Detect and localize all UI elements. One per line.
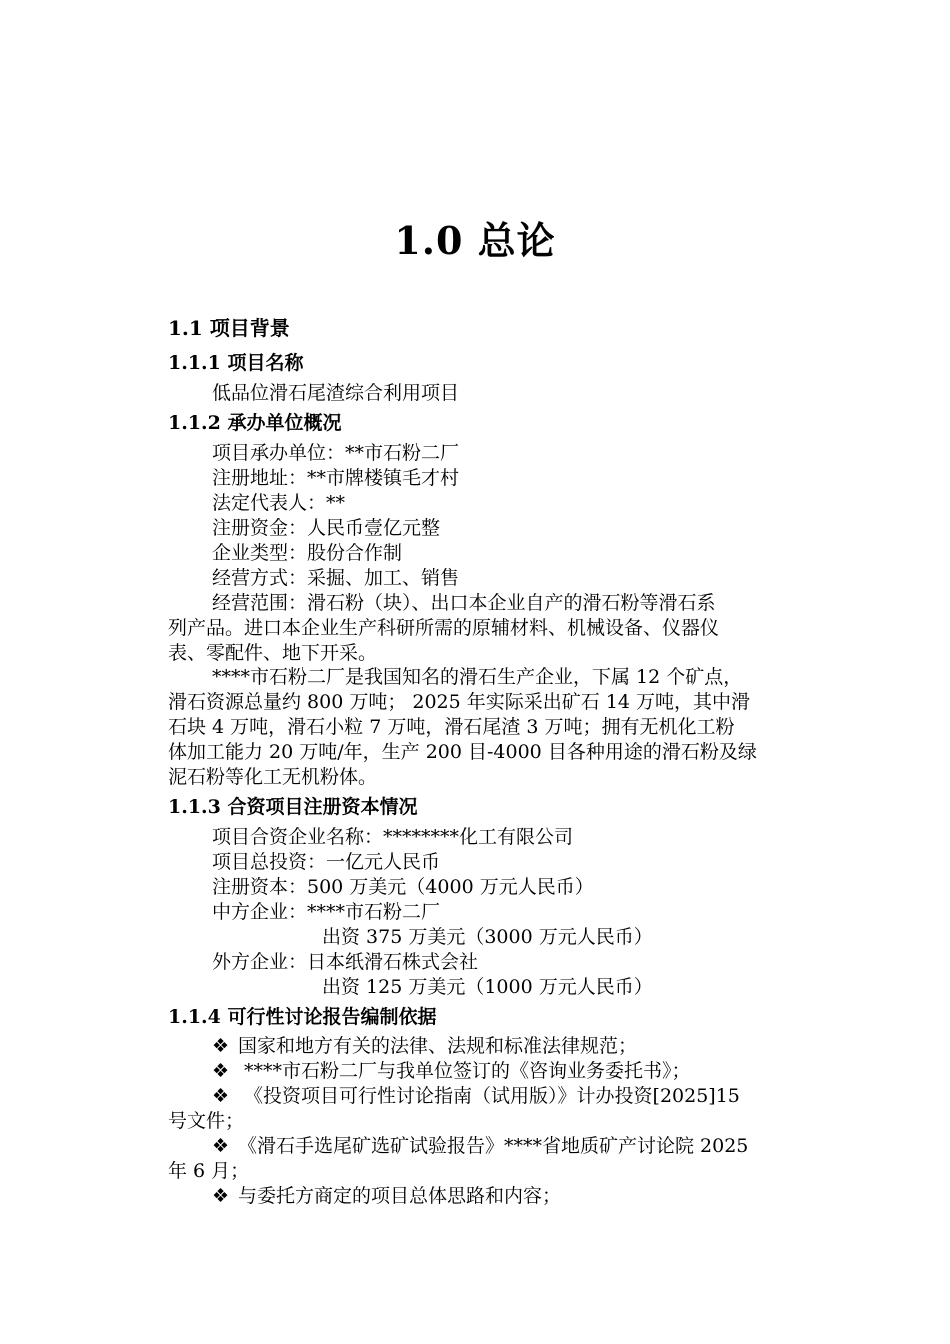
diamond-bullet-icon: ❖ xyxy=(212,1035,230,1057)
basis-text: 《投资项目可行性讨论指南（试用版）》计办投资[2025]15 xyxy=(238,1085,740,1107)
chapter-title: 1.0 总论 xyxy=(394,218,556,263)
paragraph-line: 滑石资源总量约 800 万吨； 2025 年实际采出矿石 14 万吨，其中滑 xyxy=(168,691,751,713)
capital-line: 出资 375 万美元（3000 万元人民币） xyxy=(322,926,653,948)
basis-item xyxy=(212,1181,561,1208)
info-line: 经营方式：采掘、加工、销售 xyxy=(212,567,460,589)
diamond-bullet-icon: ❖ xyxy=(212,1185,230,1207)
scope-line: 经营范围：滑石粉（块）、出口本企业自产的滑石粉等滑石系 xyxy=(212,592,716,614)
basis-text-continued: 年 6 月； xyxy=(168,1160,250,1182)
basis-item xyxy=(212,1031,637,1058)
section-heading-1-1-2: 1.1.2 承办单位概况 xyxy=(168,412,342,434)
paragraph-line: 石块 4 万吨，滑石小粒 7 万吨，滑石尾渣 3 万吨；拥有无机化工粉 xyxy=(168,716,735,738)
basis-text: ****市石粉二厂与我单位签订的《咨询业务委托书》； xyxy=(238,1060,691,1082)
info-line: 法定代表人：** xyxy=(212,492,346,514)
paragraph-line: ****市石粉二厂是我国知名的滑石生产企业，下属 12 个矿点， xyxy=(212,666,743,688)
capital-line: 项目合资企业名称：********化工有限公司 xyxy=(212,826,574,848)
scope-line: 列产品。进口本企业生产科研所需的原辅材料、机械设备、仪器仪 xyxy=(168,617,720,639)
basis-text: 国家和地方有关的法律、法规和标准法律规范； xyxy=(238,1035,638,1057)
project-name: 低品位滑石尾渣综合利用项目 xyxy=(212,382,460,404)
section-heading-1-1-1: 1.1.1 项目名称 xyxy=(168,352,304,374)
paragraph-line: 泥石粉等化工无机粉体。 xyxy=(168,766,378,788)
info-line: 注册地址：**市牌楼镇毛才村 xyxy=(212,467,460,489)
capital-line: 注册资本：500 万美元（4000 万元人民币） xyxy=(212,876,594,898)
section-heading-1-1: 1.1 项目背景 xyxy=(168,316,290,340)
basis-text-continued: 号文件； xyxy=(168,1110,245,1132)
basis-item xyxy=(212,1081,740,1108)
section-heading-1-1-3: 1.1.3 合资项目注册资本情况 xyxy=(168,796,418,818)
basis-text: 与委托方商定的项目总体思路和内容； xyxy=(238,1185,562,1207)
basis-text: 《滑石手选尾矿选矿试验报告》****省地质矿产讨论院 2025 xyxy=(238,1135,749,1157)
basis-item xyxy=(212,1131,748,1158)
capital-line: 中方企业：****市石粉二厂 xyxy=(212,901,441,923)
basis-item xyxy=(212,1056,691,1083)
capital-line: 出资 125 万美元（1000 万元人民币） xyxy=(322,976,653,998)
info-line: 项目承办单位：**市石粉二厂 xyxy=(212,442,460,464)
diamond-bullet-icon: ❖ xyxy=(212,1060,230,1082)
diamond-bullet-icon: ❖ xyxy=(212,1135,230,1157)
capital-line: 项目总投资：一亿元人民币 xyxy=(212,851,441,873)
section-heading-1-1-4: 1.1.4 可行性讨论报告编制依据 xyxy=(168,1006,437,1028)
diamond-bullet-icon: ❖ xyxy=(212,1085,230,1107)
scope-line: 表、零配件、地下开采。 xyxy=(168,642,378,664)
info-line: 注册资金：人民币壹亿元整 xyxy=(212,517,441,539)
info-line: 企业类型：股份合作制 xyxy=(212,542,403,564)
capital-line: 外方企业：日本纸滑石株式会社 xyxy=(212,951,479,973)
paragraph-line: 体加工能力 20 万吨/年，生产 200 目-4000 目各种用途的滑石粉及绿 xyxy=(168,741,757,763)
